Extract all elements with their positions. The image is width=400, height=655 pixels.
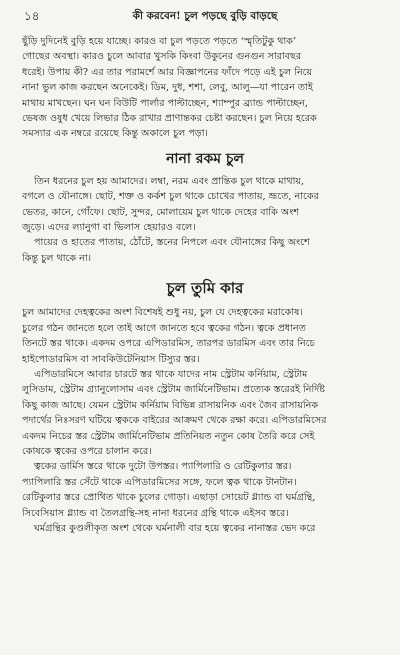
text-line: পায়ের ও হাতের পাতায়, ঠোঁটে, স্তনের নিপলে এবং যৌনাঙ্গের কিছু অংশে [34, 237, 310, 249]
text-line: ঘর্মগ্রন্থির কুণ্ডলীকৃত অংশ থেকে ঘর্মনালী বার হয়ে ত্বকের নানাস্তর ভেদ করে [34, 522, 316, 534]
text-line: কোষকে ত্বকের ওপরে চালান করে। [22, 445, 152, 457]
text-line: কিছু কাজ আছে। যেমন স্ট্রেটাম কর্নিয়াম বিভিন্ন রাসায়নিক এবং জৈব রাসায়নিক [22, 399, 319, 411]
text-line: হাইপোডারমিস বা সাবকিউটেনিয়াস টিস্যুর স্তর। [22, 353, 200, 365]
section-intro [22, 34, 388, 142]
text-line: ভেষজ ওষুধ খেয়ে লিভার ঠিক রাখার প্রাণান্তকর চেষ্টা করছেন। চুল নিয়ে হরেক [22, 113, 317, 125]
text-line: কিন্তু চুল থাকে না। [22, 252, 92, 264]
text-line: সিবেসিয়াস গ্ল্যান্ড বা তৈলগ্রন্থি-সহ নানা ধরনের গ্রন্থি থাকে এইসব স্তরে। [22, 507, 289, 519]
text-line: সমস্যার এক নম্বরে রয়েছে কিন্তু অকালে চুল পড়া। [22, 128, 208, 140]
running-title: কী করবেন! চুল পড়ছে বুড়ি বাড়ছে [132, 10, 278, 22]
page-header [22, 0, 388, 34]
section-hair-types [22, 150, 388, 266]
text-line: বগলে ও যৌনাঙ্গে। ছোট, শক্ত ও কর্কশ চুল থাকে চোখের পাতায়, ভ্রূতে, নাকের [22, 191, 319, 203]
text-line: পদার্থের নিঃসরণ ঘটিয়ে ত্বককে বাইরের আক্রমণ থেকে রক্ষা করে। এপিডারমিসের [22, 415, 327, 427]
text-line: চুল আমাদের দেহত্বকের অংশ বিশেষই শুধু নয়, চুল যে দেহত্বকের মরাকোষ। [22, 307, 303, 319]
text-line: লুসিডাম, স্ট্রেটাম গ্র্যানুলোসাম এবং স্ট্রেটাম জার্মিনেটিভাম। প্রত্যেক স্তরেরই নির্দিষ্ট [22, 384, 326, 396]
text-line: গোছের অবস্থা। কারও চুলে আবার খুসকি কিংবা উকুনের গুনগুন সারাবছর [22, 51, 302, 63]
text-line: তিনটে স্তর থাকে। একদম ওপরে এপিডারমিস, তারপর ডারমিস এবং তার নিচে [22, 338, 315, 350]
section-hair-structure [22, 279, 388, 536]
text-line: ভেতর, কানে, গোঁফে। ছোট, সুন্দর, মোলায়েম চুল থাকে দেহের বাকি অংশ [22, 206, 300, 218]
text-line: রেটিকুলার স্তরে প্রোথিত থাকে চুলের গোড়া। এছাড়া সোয়েট গ্ল্যান্ড বা ঘর্মগ্রন্থি, [22, 492, 316, 504]
section-heading: চুল তুমি কার [166, 279, 244, 298]
text-line: জুড়ে। এদের ল্যানুগা বা ভিলাস হেয়ারও বলে। [22, 222, 196, 234]
text-line: মাথায় মাখছেন। ঘন ঘন বিউটি পার্লার পাল্টাচ্ছেন, শ্যাম্পুর ব্র্যান্ড পাল্টাচ্ছেন, [22, 97, 308, 109]
page-number: ১৪ [24, 9, 40, 23]
text-line: প্যাপিলারি স্তর সেঁটে থাকে এপিডারমিসের সঙ্গে, ফলে ত্বক থাকে টানটান। [22, 476, 297, 488]
text-line: চুলের গঠন জানতে হলে তাই আগে জানতে হবে ত্বকের গঠন। ত্বকে প্রধানত [22, 322, 306, 334]
text-line: নানা ভুল কাজ করছেন অনেকেই। ডিম, দুধ, শশা, লেবু, আলু—যা পারেন তাই [22, 82, 313, 94]
text-line: ধরেই। উপায় কী? এর তার পরামর্শে আর বিজ্ঞাপনের ফাঁদে পড়ে এই চুল নিয়ে [22, 66, 313, 78]
text-line: ত্বকের ডার্মিস স্তরে থাকে দুটো উপস্তর। প্যাপিলারি ও রেটিকুলার স্তর। [34, 461, 292, 473]
section-heading: নানা রকম চুল [166, 150, 244, 167]
text-line: একদম নিচের স্তর স্ট্রেটাম জার্মিনেটিভাম প্রতিনিয়ত নতুন কোষ তৈরি করে সেই [22, 430, 315, 442]
text-line: এপিডারমিসে আবার চারটে স্তর থাকে যাদের নাম স্ট্রেটাম কর্নিয়াম, স্ট্রেটাম [34, 368, 308, 380]
text-line: তিন ধরনের চুল হয় আমাদের। লম্বা, নরম এবং প্রান্তিক চুল থাকে মাথায়, [34, 175, 305, 187]
text-line: ছুঁড়ি দুদিনেই বুড়ি হয়ে যাচ্ছে। কারও বা চুল পড়তে পড়তে ‘স্মৃতিটুকু থাক’ [22, 36, 297, 47]
